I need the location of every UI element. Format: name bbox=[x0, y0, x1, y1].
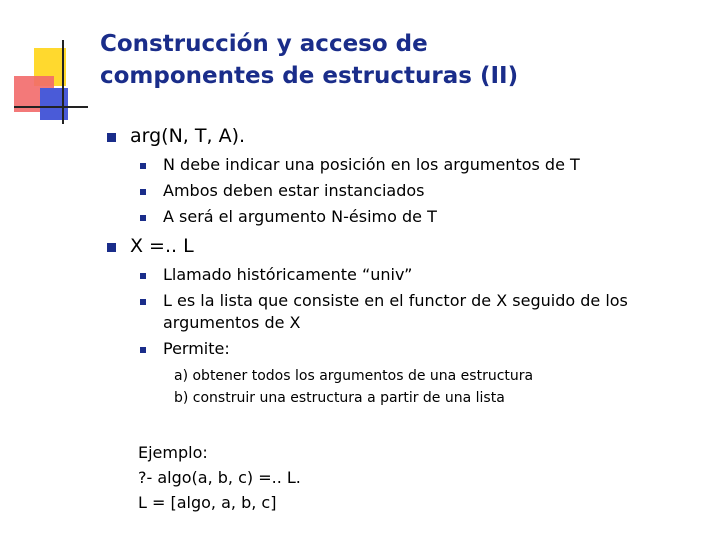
title-line-1: Construcción y acceso de bbox=[100, 31, 428, 57]
sub-bullet-text: L es la lista que consiste en el functor de X seguido de los bbox=[163, 291, 628, 310]
bullet-marker bbox=[107, 243, 116, 252]
sub-bullet-marker bbox=[140, 189, 146, 195]
third-level-item: a) obtener todos los argumentos de una estructura bbox=[174, 368, 534, 384]
bullet-arg: arg(N, T, A). bbox=[130, 125, 246, 147]
sub-bullet-text: Permite: bbox=[163, 339, 230, 358]
third-level-item: b) construir una estructura a partir de una lista bbox=[174, 390, 505, 406]
slide-title bbox=[100, 28, 518, 92]
example-label: Ejemplo: bbox=[138, 443, 208, 462]
sub-bullet-marker bbox=[140, 215, 146, 221]
example-result: L = [algo, a, b, c] bbox=[138, 493, 277, 512]
sub-bullet-marker bbox=[140, 273, 146, 279]
sub-bullet-text: Ambos deben estar instanciados bbox=[163, 181, 425, 200]
bullet-univ: X =.. L bbox=[130, 235, 194, 257]
sub-bullet-text: A será el argumento N-ésimo de T bbox=[163, 207, 437, 226]
sub-bullet-text-continuation: argumentos de X bbox=[163, 313, 301, 332]
logo-horizontal-line bbox=[14, 106, 88, 108]
sub-bullet-marker bbox=[140, 163, 146, 169]
sub-bullet-marker bbox=[140, 347, 146, 353]
title-line-2: componentes de estructuras (II) bbox=[100, 63, 519, 89]
bullet-marker bbox=[107, 133, 116, 142]
sub-bullet-text: N debe indicar una posición en los argumentos de T bbox=[163, 155, 580, 174]
logo-vertical-line bbox=[62, 40, 64, 124]
sub-bullet-text: Llamado históricamente “univ” bbox=[163, 265, 413, 284]
sub-bullet-marker bbox=[140, 299, 146, 305]
example-query: ?- algo(a, b, c) =.. L. bbox=[138, 468, 301, 487]
